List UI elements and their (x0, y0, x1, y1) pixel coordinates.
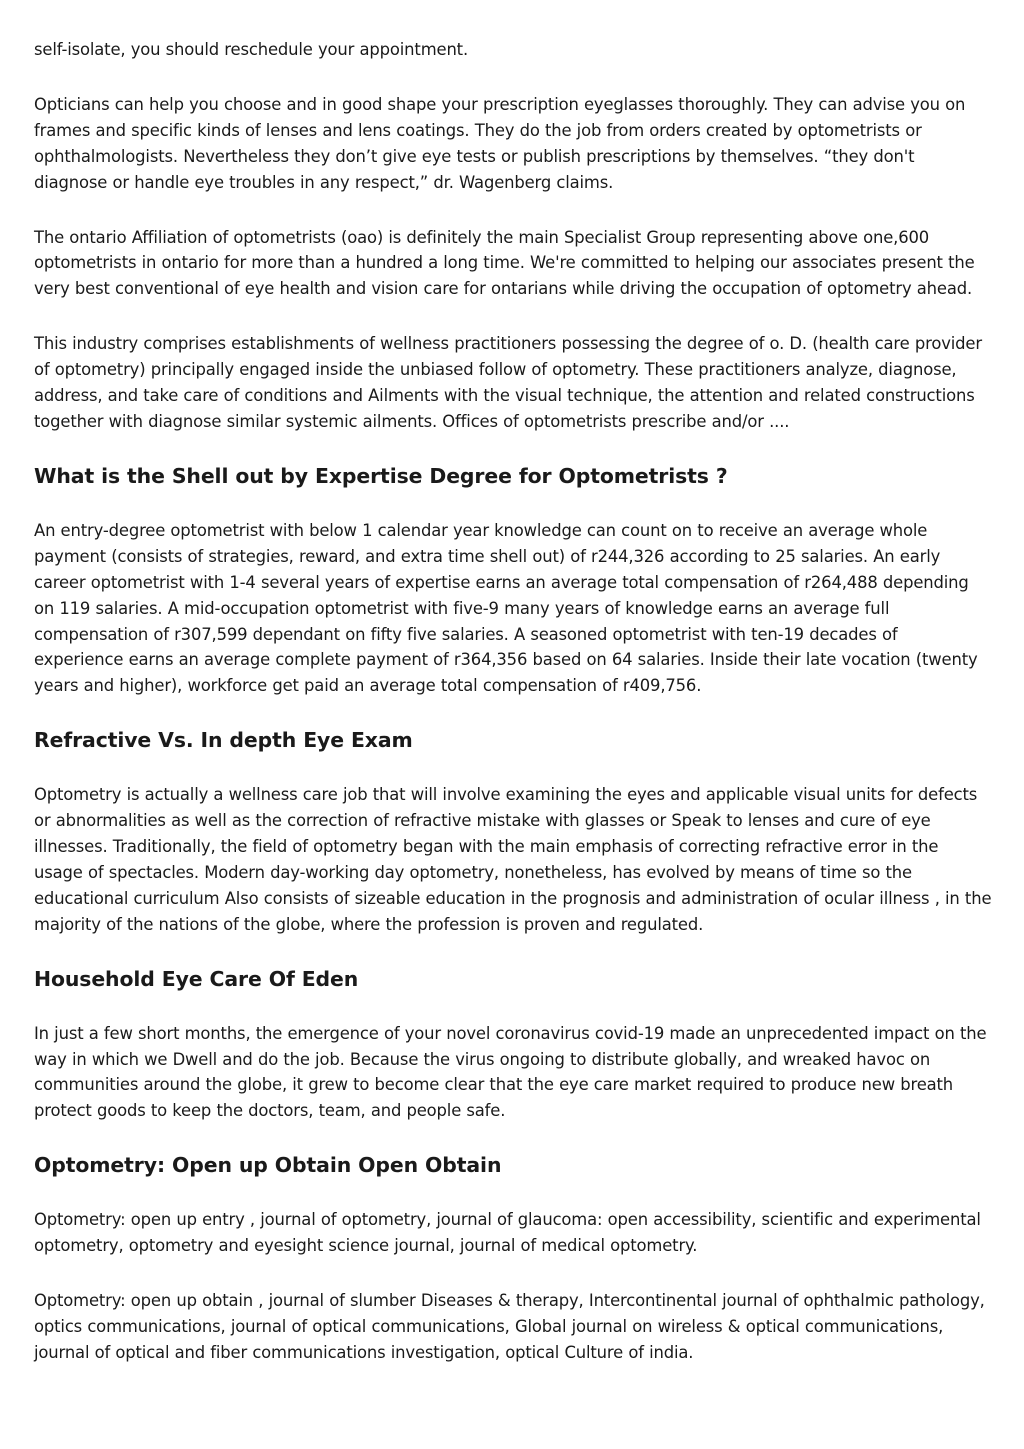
heading-open-access: Optometry: Open up Obtain Open Obtain (34, 1153, 502, 1178)
document-page (34, 37, 992, 1366)
paragraph-industry: This industry comprises establishments of wellness practitioners possessing the degree of o. D. (health care provider of optometry) principally engaged inside the unbiased follow of optometry. These practitioners analyze, diagnose, address, and take care of conditions and Ailments with the visual technique, the attention and related constructions together with diagnose similar systemic ailments. Offices of optometrists prescribe and/or .... (34, 334, 982, 431)
heading-pay-by-experience: What is the Shell out by Expertise Degree for Optometrists ? (34, 463, 728, 488)
heading-household-eye-care: Household Eye Care Of Eden (34, 966, 359, 991)
paragraph-opticians: Opticians can help you choose and in good shape your prescription eyeglasses thoroughly. They can advise you on frames and specific kinds of lenses and lens coatings. They do the job from orders created by optometrists or ophthalmologists. Nevertheless they don’t give eye tests or publish prescriptions by themselves. “they don't diagnose or handle eye troubles in any respect,” dr. Wagenberg claims. (34, 94, 966, 192)
heading-refractive-vs-exam: Refractive Vs. In depth Eye Exam (34, 728, 413, 753)
paragraph-optometry-care-job: Optometry is actually a wellness care job that will involve examining the eyes and applicable visual units for defects or abnormalities as well as the correction of refractive mistake with glasses or Speak to lenses and cure of eye illnesses. Traditionally, the field of optometry began with the main emphasis of correcting refractive error in the usage of spectacles. Modern day-working day optometry, nonetheless, has evolved by means of time so the educational curriculum Also consists of sizeable education in the prognosis and administration of ocular illness , in the majority of the nations of the globe, where the profession is proven and regulated. (34, 785, 992, 934)
paragraph-salaries: An entry-degree optometrist with below 1 calendar year knowledge can count on to receive an average whole payment (consists of strategies, reward, and extra time shell out) of r244,326 according to 25 salaries. An early career optometrist with 1-4 several years of expertise earns an average total compensation of r264,488 depending on 119 salaries. A mid-occupation optometrist with five-9 many years of knowledge earns an average full compensation of r307,599 dependant on fifty five salaries. A seasoned optometrist with ten-19 decades of experience earns an average complete payment of r364,356 based on 64 salaries. Inside their late vocation (twenty years and higher), workforce get paid an average total compensation of r409,756. (34, 520, 978, 696)
paragraph-ontario-association: The ontario Affiliation of optometrists (oao) is definitely the main Specialist Group representing above one,600 optometrists in ontario for more than a hundred a long time. We're committed to helping our associates present the very best conventional of eye health and vision care for ontarians while driving the occupation of optometry ahead. (34, 227, 975, 299)
paragraph-journals-1: Optometry: open up entry , journal of optometry, journal of glaucoma: open accessibility, scientific and experimental optometry, optometry and eyesight science journal, journal of medical optometry. (34, 1210, 981, 1256)
paragraph-journals-2: Optometry: open up obtain , journal of slumber Diseases & therapy, Intercontinental journal of ophthalmic pathology, optics communications, journal of optical communications, Global journal on wireless & optical communications, journal of optical and fiber communications investigation, optical Culture of india. (34, 1291, 985, 1362)
paragraph-coronavirus: In just a few short months, the emergence of your novel coronavirus covid-19 made an unprecedented impact on the way in which we Dwell and do the job. Because the virus ongoing to distribute globally, and wreaked havoc on communities around the globe, it grew to become clear that the eye care market required to produce new breath protect goods to keep the doctors, team, and people safe. (34, 1023, 987, 1121)
paragraph-self-isolate: self-isolate, you should reschedule your appointment. (34, 40, 469, 59)
